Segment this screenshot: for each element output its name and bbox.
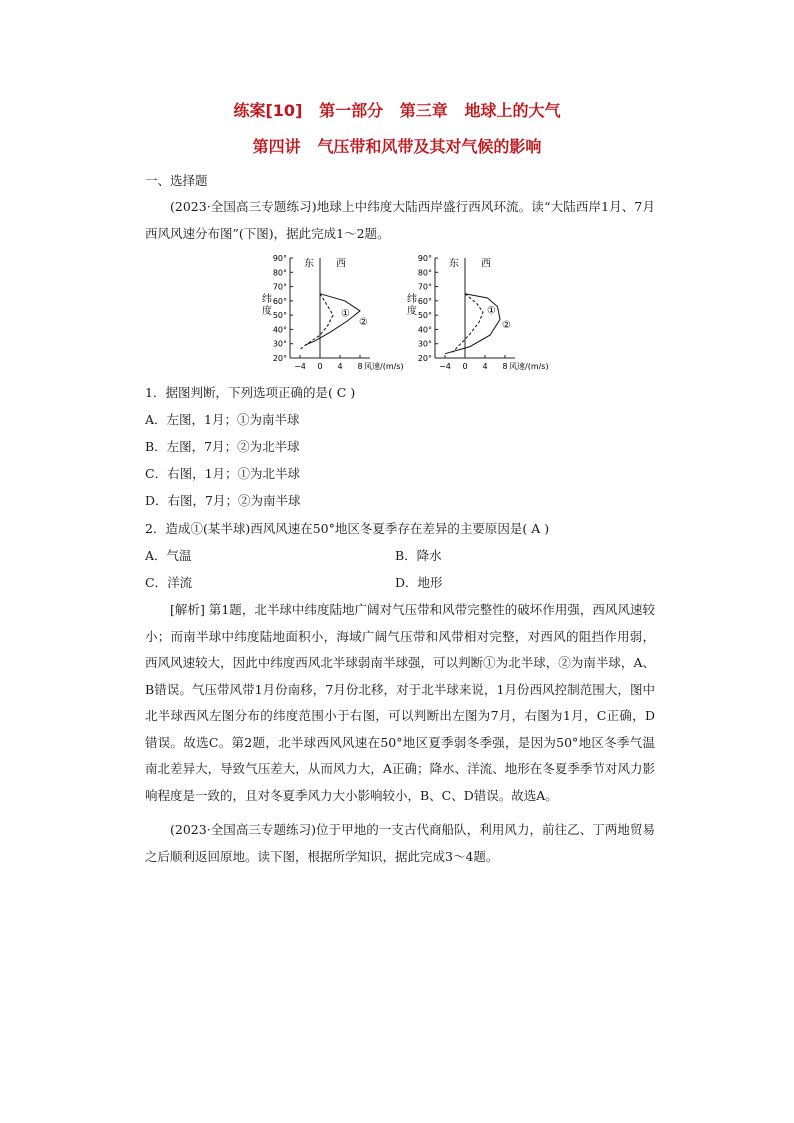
x-tick-label: 8: [357, 362, 363, 371]
y-tick-label: 30°: [272, 339, 287, 349]
ylabel-right-char2: 度: [407, 306, 417, 317]
curve-1-line: [300, 294, 333, 350]
x-axis-label: 风速/(m/s): [364, 362, 404, 371]
q1-option-b: B．左图，7月；②为北半球: [145, 439, 300, 454]
y-tick-label: 50°: [272, 311, 287, 321]
y-tick-label: 40°: [272, 325, 287, 335]
q2-option-a: A．气温: [145, 548, 192, 563]
x-tick-label: 4: [337, 362, 343, 371]
curve-1-label: ①: [487, 305, 496, 317]
wind-speed-chart-svg: [260, 250, 560, 375]
x-axis-label: 风速/(m/s): [509, 362, 549, 371]
lesson-title: 第四讲 气压带和风带及其对气候的影响: [252, 137, 542, 156]
x-tick-label: 0: [317, 362, 323, 371]
y-tick-label: 80°: [272, 268, 287, 278]
west-label: 西: [481, 258, 491, 270]
q1-stem: 1．据图判断，下列选项正确的是( C ): [145, 385, 356, 400]
curve-2-line: [445, 294, 500, 354]
west-label: 西: [336, 258, 346, 270]
q2-option-b: B．降水: [395, 548, 442, 563]
y-tick-label: 70°: [417, 282, 432, 292]
intro-paragraph-2: (2023·全国高三专题练习)位于甲地的一支古代商船队，利用风力，前往乙、丁两地贸易之后顺利返回原地。读下图，根据所学知识，据此完成3～4题。: [145, 822, 655, 864]
x-tick-label: 0: [462, 362, 468, 371]
y-tick-label: 20°: [417, 354, 432, 363]
q2-option-d: D．地形: [395, 575, 443, 590]
curve-1-line: [453, 294, 484, 353]
q2-stem: 2．造成①(某半球)西风风速在50°地区冬夏季存在差异的主要原因是( A ): [145, 521, 550, 536]
ylabel-left-char1: 纬: [262, 294, 272, 305]
q1-option-a: A．左图，1月；①为南半球: [145, 412, 300, 427]
q1-option-d: D．右图，7月；②为南半球: [145, 493, 301, 508]
section-label: 一、选择题: [145, 173, 208, 188]
analysis-paragraph: [解析] 第1题，北半球中纬度陆地广阔对气压带和风带完整性的破坏作用强，西风风速较小；而南半球中纬度陆地面积小，海域广阔气压带和风带相对完整，对西风的阻挡作用弱，西风风速较大，因此中纬度西风北半球弱南半球强，可以判断①为北半球，②为南半球，A、B错误。气压带风带1月份南移，7月份北移，对于北半球来说，1月份西风控制范围大，图中北半球西风左图分布的纬度范围小于右图，可以判断出左图为7月，右图为1月，C正确，D错误。故选C。第2题，北半球西风风速在50°地区夏季弱冬季强，是因为50°地区冬季气温南北差异大，导致气压差大，从而风力大，A正确；降水、洋流、地形在冬夏季季节对风力影响程度是一致的，且对冬夏季风力大小影响较小，B、C、D错误。故选A。: [145, 602, 655, 803]
y-tick-label: 90°: [272, 254, 287, 263]
panel-right: [418, 254, 549, 371]
y-tick-label: 50°: [417, 311, 432, 321]
y-tick-label: 30°: [417, 339, 432, 349]
curve-2-line: [305, 294, 360, 345]
curve-1-label: ①: [341, 308, 350, 320]
curve-2-label: ②: [359, 317, 368, 329]
ylabel-left-char2: 度: [262, 306, 272, 317]
x-tick-label: −4: [294, 362, 306, 371]
y-tick-label: 60°: [417, 296, 432, 306]
q2-option-c: C．洋流: [145, 575, 193, 590]
east-label: 东: [449, 258, 459, 270]
q1-option-c: C．右图，1月；①为北半球: [145, 466, 301, 481]
y-tick-label: 20°: [272, 354, 287, 363]
y-tick-label: 90°: [417, 254, 432, 263]
intro-paragraph-1: (2023·全国高三专题练习)地球上中纬度大陆西岸盛行西风环流。读“大陆西岸1月、7月西风风速分布图”(下图)，据此完成1～2题。: [145, 199, 655, 241]
wind-speed-figure: [260, 250, 560, 375]
x-tick-label: −4: [439, 362, 451, 371]
x-tick-label: 8: [502, 362, 508, 371]
y-tick-label: 70°: [272, 282, 287, 292]
ylabel-right-char1: 纬: [407, 294, 417, 305]
panel-left: [273, 254, 404, 371]
y-tick-label: 80°: [417, 268, 432, 278]
x-tick-label: 4: [482, 362, 488, 371]
y-tick-label: 60°: [272, 296, 287, 306]
y-tick-label: 40°: [417, 325, 432, 335]
east-label: 东: [304, 258, 314, 270]
chapter-title: 练案[10] 第一部分 第三章 地球上的大气: [233, 101, 561, 120]
curve-2-label: ②: [502, 320, 511, 331]
